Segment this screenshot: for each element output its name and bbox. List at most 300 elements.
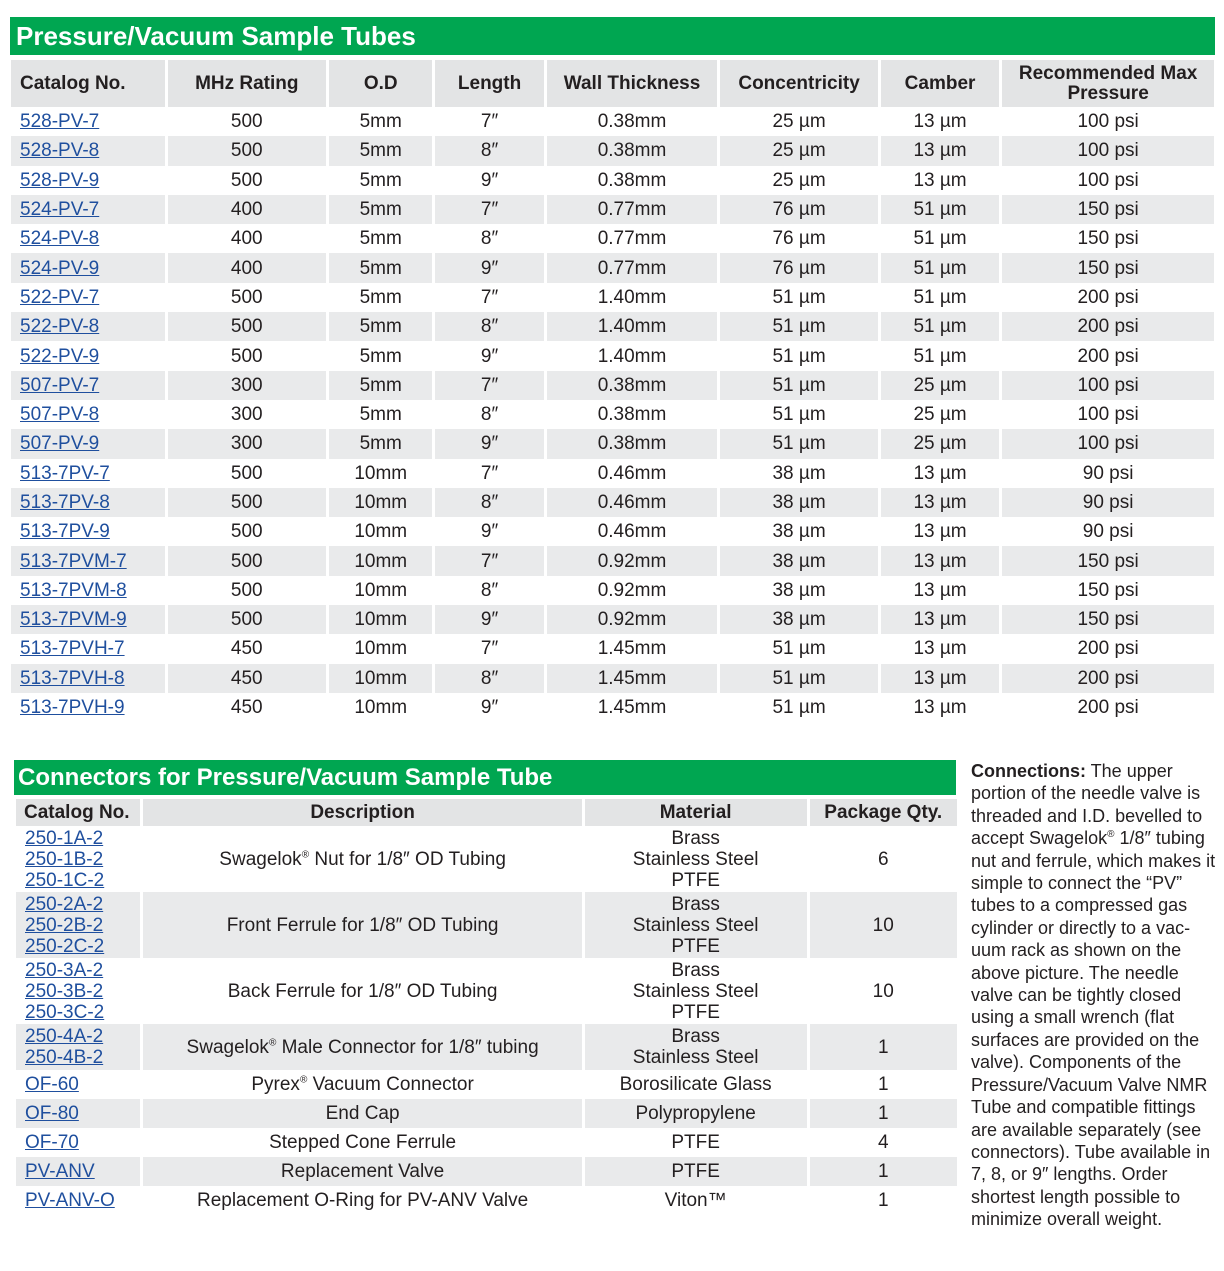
cell-length: 8″: [435, 136, 543, 165]
cell-catalog: [11, 459, 165, 488]
cell-od: 5mm: [329, 253, 432, 282]
cell-od: 5mm: [359, 169, 402, 191]
cell-mhz: 500: [230, 169, 263, 191]
cell-catalog: [16, 958, 140, 1024]
cell-od: 10mm: [354, 697, 408, 719]
cell-concentricity: 25 µm: [720, 136, 878, 165]
catalog-link[interactable]: OF-80: [25, 1103, 79, 1124]
cell-concentricity: 38 µm: [720, 605, 878, 634]
catalog-link[interactable]: 528-PV-8: [20, 140, 100, 162]
col-header-material: Material: [585, 799, 807, 826]
cell-concentricity: 51 µm: [772, 697, 826, 719]
cell-material: [585, 1157, 807, 1186]
table-row: [11, 341, 1214, 370]
table-row: [11, 400, 1214, 429]
cell-max-pressure: 150 psi: [1002, 546, 1214, 575]
cell-package-qty: 4: [877, 1132, 889, 1153]
cell-od: 10mm: [329, 546, 432, 575]
catalog-link[interactable]: OF-60: [25, 1074, 79, 1095]
cell-od: 5mm: [359, 111, 402, 133]
cell-camber: 13 µm: [881, 546, 999, 575]
cell-package-qty: 1: [810, 1024, 958, 1070]
catalog-link[interactable]: 513-7PVM-9: [20, 609, 127, 631]
cell-length: 7″: [480, 286, 499, 308]
cell-catalog: [11, 341, 165, 370]
description-text: Replacement O-Ring for PV-ANV Valve: [196, 1190, 529, 1211]
catalog-link[interactable]: 513-7PVM-7: [20, 550, 127, 572]
cell-catalog: [16, 826, 140, 892]
cell-camber: 13 µm: [881, 664, 999, 693]
table-row: [11, 459, 1214, 488]
material-line: Stainless Steel: [632, 848, 759, 870]
cell-catalog: [16, 1157, 140, 1186]
cell-od: 5mm: [329, 312, 432, 341]
cell-max-pressure: 150 psi: [1077, 579, 1139, 601]
registered-mark: ®: [1107, 829, 1115, 841]
cell-material: [585, 1128, 807, 1157]
cell-package-qty: 10: [872, 980, 894, 1002]
catalog-link[interactable]: 507-PV-9: [20, 433, 100, 455]
table-row: [16, 826, 957, 892]
cell-od: 10mm: [354, 521, 408, 543]
cell-od: 5mm: [329, 371, 432, 400]
cell-length: 9″: [480, 697, 499, 719]
table-row: [16, 1128, 957, 1157]
cell-max-pressure: 200 psi: [1077, 286, 1139, 308]
cell-length: 9″: [435, 605, 543, 634]
col-header-wall: Wall Thickness: [547, 60, 718, 107]
cell-max-pressure: 100 psi: [1077, 169, 1139, 191]
cell-od: 5mm: [359, 286, 402, 308]
cell-catalog: [11, 253, 165, 282]
cell-length: 8″: [480, 228, 499, 250]
cell-concentricity: 51 µm: [772, 404, 826, 426]
cell-wall: 1.45mm: [597, 697, 667, 719]
cell-max-pressure: 150 psi: [1002, 605, 1214, 634]
table-row: [11, 371, 1214, 400]
cell-wall: 0.92mm: [547, 605, 718, 634]
connections-note: [971, 760, 1216, 1231]
cell-concentricity: 51 µm: [772, 286, 826, 308]
table-row: [11, 517, 1214, 546]
cell-concentricity: 25 µm: [772, 111, 826, 133]
catalog-link[interactable]: 250-1A-2: [25, 827, 104, 849]
cell-concentricity: 38 µm: [720, 546, 878, 575]
cell-length: 9″: [435, 429, 543, 458]
description-text: Front Ferrule for 1/8″ OD Tubing: [226, 914, 499, 936]
col-header-package-qty: Package Qty.: [810, 799, 958, 826]
cell-mhz: 500: [168, 488, 327, 517]
cell-wall: 0.77mm: [597, 228, 667, 250]
col-header-od: O.D: [329, 60, 432, 107]
table-row: [11, 312, 1214, 341]
table-row: [11, 488, 1214, 517]
material-line: Stainless Steel: [632, 914, 759, 936]
note-heading: Connections:: [971, 761, 1086, 781]
catalog-link[interactable]: 513-7PVH-9: [20, 697, 125, 719]
cell-mhz: 450: [168, 664, 327, 693]
cell-max-pressure: 100 psi: [1077, 404, 1139, 426]
cell-camber: 13 µm: [881, 136, 999, 165]
material-line: Polypropylene: [635, 1103, 756, 1124]
cell-max-pressure: 150 psi: [1077, 228, 1139, 250]
cell-wall: 1.40mm: [547, 312, 718, 341]
cell-wall: 0.46mm: [547, 488, 718, 517]
cell-wall: 0.92mm: [547, 546, 718, 575]
cell-length: 9″: [480, 521, 499, 543]
cell-length: 9″: [435, 253, 543, 282]
catalog-link[interactable]: 522-PV-9: [20, 345, 100, 367]
cell-description: [143, 892, 581, 958]
cell-concentricity: 51 µm: [720, 429, 878, 458]
cell-catalog: [11, 195, 165, 224]
cell-max-pressure: 90 psi: [1002, 488, 1214, 517]
catalog-link[interactable]: 528-PV-7: [20, 111, 100, 133]
cell-camber: 51 µm: [913, 228, 967, 250]
cell-mhz: 500: [168, 605, 327, 634]
tubes-table: [8, 60, 1217, 722]
cell-package-qty: 1: [810, 1157, 958, 1186]
col-header-description: Description: [143, 799, 581, 826]
cell-package-qty: 1: [810, 1099, 958, 1128]
cell-catalog: [16, 1070, 140, 1099]
cell-length: 9″: [480, 169, 499, 191]
cell-concentricity: 38 µm: [772, 462, 826, 484]
cell-material: [585, 958, 807, 1024]
cell-max-pressure: 90 psi: [1082, 462, 1134, 484]
cell-catalog: [11, 488, 165, 517]
cell-material: [585, 826, 807, 892]
table-row: [11, 429, 1214, 458]
catalog-link[interactable]: 250-2C-2: [25, 935, 105, 957]
cell-wall: 0.38mm: [597, 169, 667, 191]
cell-max-pressure: 100 psi: [1002, 429, 1214, 458]
catalog-link[interactable]: 513-7PVM-8: [20, 579, 127, 601]
catalog-link[interactable]: 250-2A-2: [25, 893, 104, 915]
cell-concentricity: 38 µm: [720, 488, 878, 517]
cell-catalog: [11, 664, 165, 693]
table-row: [11, 166, 1214, 195]
cell-od: 5mm: [329, 429, 432, 458]
cell-description: [143, 958, 581, 1024]
cell-od: 10mm: [354, 462, 408, 484]
cell-catalog: [16, 1186, 140, 1215]
table-row: [16, 892, 957, 958]
cell-length: 7″: [435, 195, 543, 224]
table-row: [11, 576, 1214, 605]
col-header-concentricity: Concentricity: [720, 60, 878, 107]
cell-max-pressure: 200 psi: [1077, 345, 1139, 367]
connectors-header-row: [16, 799, 957, 826]
material-line: PTFE: [671, 869, 720, 891]
cell-camber: 51 µm: [881, 195, 999, 224]
cell-mhz: 500: [230, 286, 263, 308]
section-title-tubes: Pressure/Vacuum Sample Tubes: [10, 17, 1215, 55]
cell-catalog: [11, 634, 165, 663]
cell-od: 5mm: [329, 136, 432, 165]
cell-camber: 13 µm: [913, 579, 967, 601]
cell-catalog: [11, 400, 165, 429]
table-row: [11, 693, 1214, 722]
cell-catalog: [11, 312, 165, 341]
cell-camber: 13 µm: [913, 169, 967, 191]
cell-concentricity: 51 µm: [772, 345, 826, 367]
col-header-length: Length: [435, 60, 543, 107]
cell-length: 8″: [435, 312, 543, 341]
cell-mhz: 500: [230, 345, 263, 367]
cell-mhz: 500: [230, 111, 263, 133]
table-row: [16, 1024, 957, 1070]
cell-mhz: 500: [168, 546, 327, 575]
catalog-link[interactable]: 507-PV-8: [20, 404, 100, 426]
col-header-camber: Camber: [881, 60, 999, 107]
cell-concentricity: 76 µm: [720, 195, 878, 224]
connectors-table: [13, 799, 960, 1215]
cell-camber: 25 µm: [881, 371, 999, 400]
cell-od: 5mm: [359, 228, 402, 250]
cell-od: 10mm: [354, 638, 408, 660]
cell-length: 8″: [480, 579, 499, 601]
cell-catalog: [11, 576, 165, 605]
catalog-link[interactable]: 250-2B-2: [25, 914, 104, 936]
cell-wall: 0.46mm: [597, 521, 667, 543]
cell-camber: 51 µm: [913, 286, 967, 308]
catalog-link[interactable]: 524-PV-8: [20, 228, 100, 250]
table-row: [16, 1186, 957, 1215]
cell-catalog: [11, 166, 165, 195]
col-header-mhz: MHz Rating: [168, 60, 327, 107]
cell-description: [143, 1186, 581, 1215]
cell-length: 7″: [480, 638, 499, 660]
cell-description: [143, 1024, 581, 1070]
catalog-link[interactable]: 522-PV-7: [20, 286, 100, 308]
registered-mark: ®: [268, 1037, 277, 1049]
catalog-link[interactable]: 513-7PVH-7: [20, 638, 125, 660]
table-row: [11, 253, 1214, 282]
cell-catalog: [16, 1024, 140, 1070]
cell-package-qty: 1: [877, 1074, 889, 1095]
cell-package-qty: 6: [877, 848, 889, 870]
material-line: Viton™: [664, 1190, 727, 1211]
cell-catalog: [11, 546, 165, 575]
cell-concentricity: 51 µm: [720, 371, 878, 400]
catalog-link[interactable]: PV-ANV-O: [25, 1190, 115, 1211]
cell-camber: 51 µm: [913, 345, 967, 367]
cell-camber: 13 µm: [913, 697, 967, 719]
table-row: [16, 1070, 957, 1099]
description-text: End Cap: [325, 1103, 400, 1124]
cell-wall: 0.46mm: [597, 462, 667, 484]
note-text-2: 1/8″ tubing nut and ferrule, which makes it simple to connect the “PV” tubes to a compressed gas cylinder or directly to a vac-uum rack as shown on the above picture. The needle valve can be tightly closed using a small wrench (flat surfaces are provided on the valve). Components of the Pressure/Vacuum Valve NMR Tube and compatible fittings are available separately (see connectors). Tube available in 7, 8, or 9″ lengths. Order shortest length possible to minimize overall weight.: [971, 828, 1216, 1230]
cell-od: 10mm: [329, 664, 432, 693]
cell-concentricity: 51 µm: [772, 638, 826, 660]
registered-mark: ®: [299, 1074, 308, 1086]
cell-wall: 0.77mm: [547, 195, 718, 224]
cell-camber: 13 µm: [913, 462, 967, 484]
cell-camber: 13 µm: [913, 521, 967, 543]
cell-camber: 51 µm: [881, 253, 999, 282]
cell-catalog: [16, 1099, 140, 1128]
cell-wall: 1.40mm: [597, 345, 667, 367]
cell-max-pressure: 200 psi: [1002, 664, 1214, 693]
cell-catalog: [11, 693, 165, 722]
description-text-rest: Nut for 1/8″ OD Tubing: [309, 848, 506, 870]
catalog-link[interactable]: 524-PV-7: [20, 199, 100, 221]
cell-od: 10mm: [329, 488, 432, 517]
cell-material: [585, 1024, 807, 1070]
cell-description: [143, 1128, 581, 1157]
material-line: Stainless Steel: [632, 980, 759, 1002]
cell-wall: 0.92mm: [597, 579, 667, 601]
cell-concentricity: 38 µm: [772, 579, 826, 601]
catalog-link[interactable]: 522-PV-8: [20, 316, 100, 338]
cell-max-pressure: 200 psi: [1077, 697, 1139, 719]
catalog-link[interactable]: PV-ANV: [25, 1161, 95, 1182]
catalog-link[interactable]: 528-PV-9: [20, 169, 100, 191]
description-text: Stepped Cone Ferrule: [269, 1132, 457, 1153]
catalog-link[interactable]: 513-7PV-7: [20, 462, 110, 484]
catalog-link[interactable]: 250-3A-2: [25, 959, 104, 981]
table-row: [16, 1099, 957, 1128]
catalog-link[interactable]: 513-7PV-8: [20, 492, 110, 513]
cell-camber: 13 µm: [881, 488, 999, 517]
cell-max-pressure: 200 psi: [1002, 312, 1214, 341]
catalog-link[interactable]: 513-7PV-9: [20, 521, 110, 543]
catalog-link[interactable]: 524-PV-9: [20, 257, 100, 279]
table-row: [16, 958, 957, 1024]
table-row: [11, 107, 1214, 136]
cell-catalog: [16, 1128, 140, 1157]
cell-length: 8″: [435, 664, 543, 693]
cell-od: 5mm: [359, 404, 402, 426]
cell-catalog: [11, 107, 165, 136]
catalog-link[interactable]: 250-4B-2: [25, 1047, 104, 1068]
cell-material: [585, 1099, 807, 1128]
catalog-link[interactable]: 250-4A-2: [25, 1026, 104, 1047]
cell-wall: 0.38mm: [547, 371, 718, 400]
cell-od: 10mm: [329, 605, 432, 634]
material-line: Brass: [671, 827, 720, 849]
cell-concentricity: 76 µm: [772, 228, 826, 250]
cell-camber: 25 µm: [913, 404, 967, 426]
cell-mhz: 450: [230, 638, 263, 660]
cell-description: [143, 1070, 581, 1099]
table-row: [11, 195, 1214, 224]
cell-wall: 0.38mm: [597, 404, 667, 426]
cell-description: [143, 1099, 581, 1128]
cell-catalog: [11, 429, 165, 458]
cell-max-pressure: 90 psi: [1082, 521, 1134, 543]
cell-wall: 1.40mm: [597, 286, 667, 308]
table-row: [11, 664, 1214, 693]
catalog-link[interactable]: 250-1C-2: [25, 869, 105, 891]
cell-mhz: 300: [168, 371, 327, 400]
cell-mhz: 500: [168, 312, 327, 341]
cell-material: [585, 1186, 807, 1215]
catalog-link[interactable]: 250-3B-2: [25, 980, 104, 1002]
material-line: PTFE: [671, 1161, 720, 1182]
cell-wall: 1.45mm: [597, 638, 667, 660]
description-text: Swagelok: [219, 848, 302, 870]
note-text-1: The upper portion of the needle valve is threaded and I.D. bevelled to accept Swagelok: [971, 761, 1203, 849]
cell-wall: 1.45mm: [547, 664, 718, 693]
cell-concentricity: 51 µm: [720, 664, 878, 693]
cell-mhz: 500: [230, 462, 263, 484]
cell-camber: 25 µm: [881, 429, 999, 458]
cell-material: [585, 892, 807, 958]
cell-catalog: [11, 283, 165, 312]
cell-wall: 0.38mm: [547, 136, 718, 165]
description-text: Replacement Valve: [280, 1161, 445, 1182]
cell-package-qty: 10: [810, 892, 958, 958]
table-row: [11, 546, 1214, 575]
cell-max-pressure: 100 psi: [1077, 111, 1139, 133]
table-row: [11, 605, 1214, 634]
cell-max-pressure: 100 psi: [1002, 371, 1214, 400]
material-line: Brass: [671, 959, 720, 981]
cell-wall: 0.38mm: [597, 111, 667, 133]
catalog-link[interactable]: 250-1B-2: [25, 848, 104, 870]
cell-camber: 51 µm: [881, 312, 999, 341]
cell-length: 8″: [480, 404, 499, 426]
cell-od: 5mm: [329, 195, 432, 224]
catalog-link[interactable]: 250-3C-2: [25, 1001, 105, 1023]
cell-max-pressure: 150 psi: [1002, 253, 1214, 282]
cell-camber: 13 µm: [913, 638, 967, 660]
cell-mhz: 400: [168, 253, 327, 282]
catalog-link[interactable]: OF-70: [25, 1132, 79, 1153]
cell-length: 7″: [480, 462, 499, 484]
registered-mark: ®: [301, 849, 310, 861]
description-text: Pyrex: [251, 1074, 300, 1095]
material-line: Borosilicate Glass: [619, 1074, 772, 1095]
cell-od: 5mm: [359, 345, 402, 367]
col-header-catalog: Catalog No.: [16, 799, 140, 826]
cell-material: [585, 1070, 807, 1099]
cell-od: 10mm: [354, 579, 408, 601]
cell-catalog: [11, 605, 165, 634]
material-line: Stainless Steel: [632, 1047, 759, 1068]
material-line: PTFE: [671, 1001, 720, 1023]
cell-mhz: 500: [230, 579, 263, 601]
cell-length: 8″: [435, 488, 543, 517]
table-row: [11, 634, 1214, 663]
cell-description: [143, 1157, 581, 1186]
cell-mhz: 450: [230, 697, 263, 719]
description-text-rest: Male Connector for 1/8″ tubing: [276, 1036, 539, 1058]
col-header-max-pressure: Recommended Max Pressure: [1002, 60, 1214, 107]
cell-concentricity: 38 µm: [772, 521, 826, 543]
cell-catalog: [11, 224, 165, 253]
cell-concentricity: 76 µm: [720, 253, 878, 282]
cell-mhz: 500: [230, 521, 263, 543]
cell-mhz: 400: [168, 195, 327, 224]
cell-catalog: [11, 371, 165, 400]
section-title-connectors: Connectors for Pressure/Vacuum Sample Tube: [14, 760, 956, 795]
cell-description: [143, 826, 581, 892]
cell-catalog: [11, 136, 165, 165]
material-line: PTFE: [671, 935, 720, 957]
catalog-link[interactable]: 513-7PVH-8: [20, 667, 125, 689]
table-row: [16, 1157, 957, 1186]
catalog-link[interactable]: 507-PV-7: [20, 374, 100, 396]
material-line: PTFE: [671, 1132, 720, 1153]
cell-mhz: 300: [230, 404, 263, 426]
cell-catalog: [16, 892, 140, 958]
cell-package-qty: 1: [877, 1190, 889, 1211]
description-text-rest: Vacuum Connector: [307, 1074, 474, 1095]
cell-catalog: [11, 517, 165, 546]
